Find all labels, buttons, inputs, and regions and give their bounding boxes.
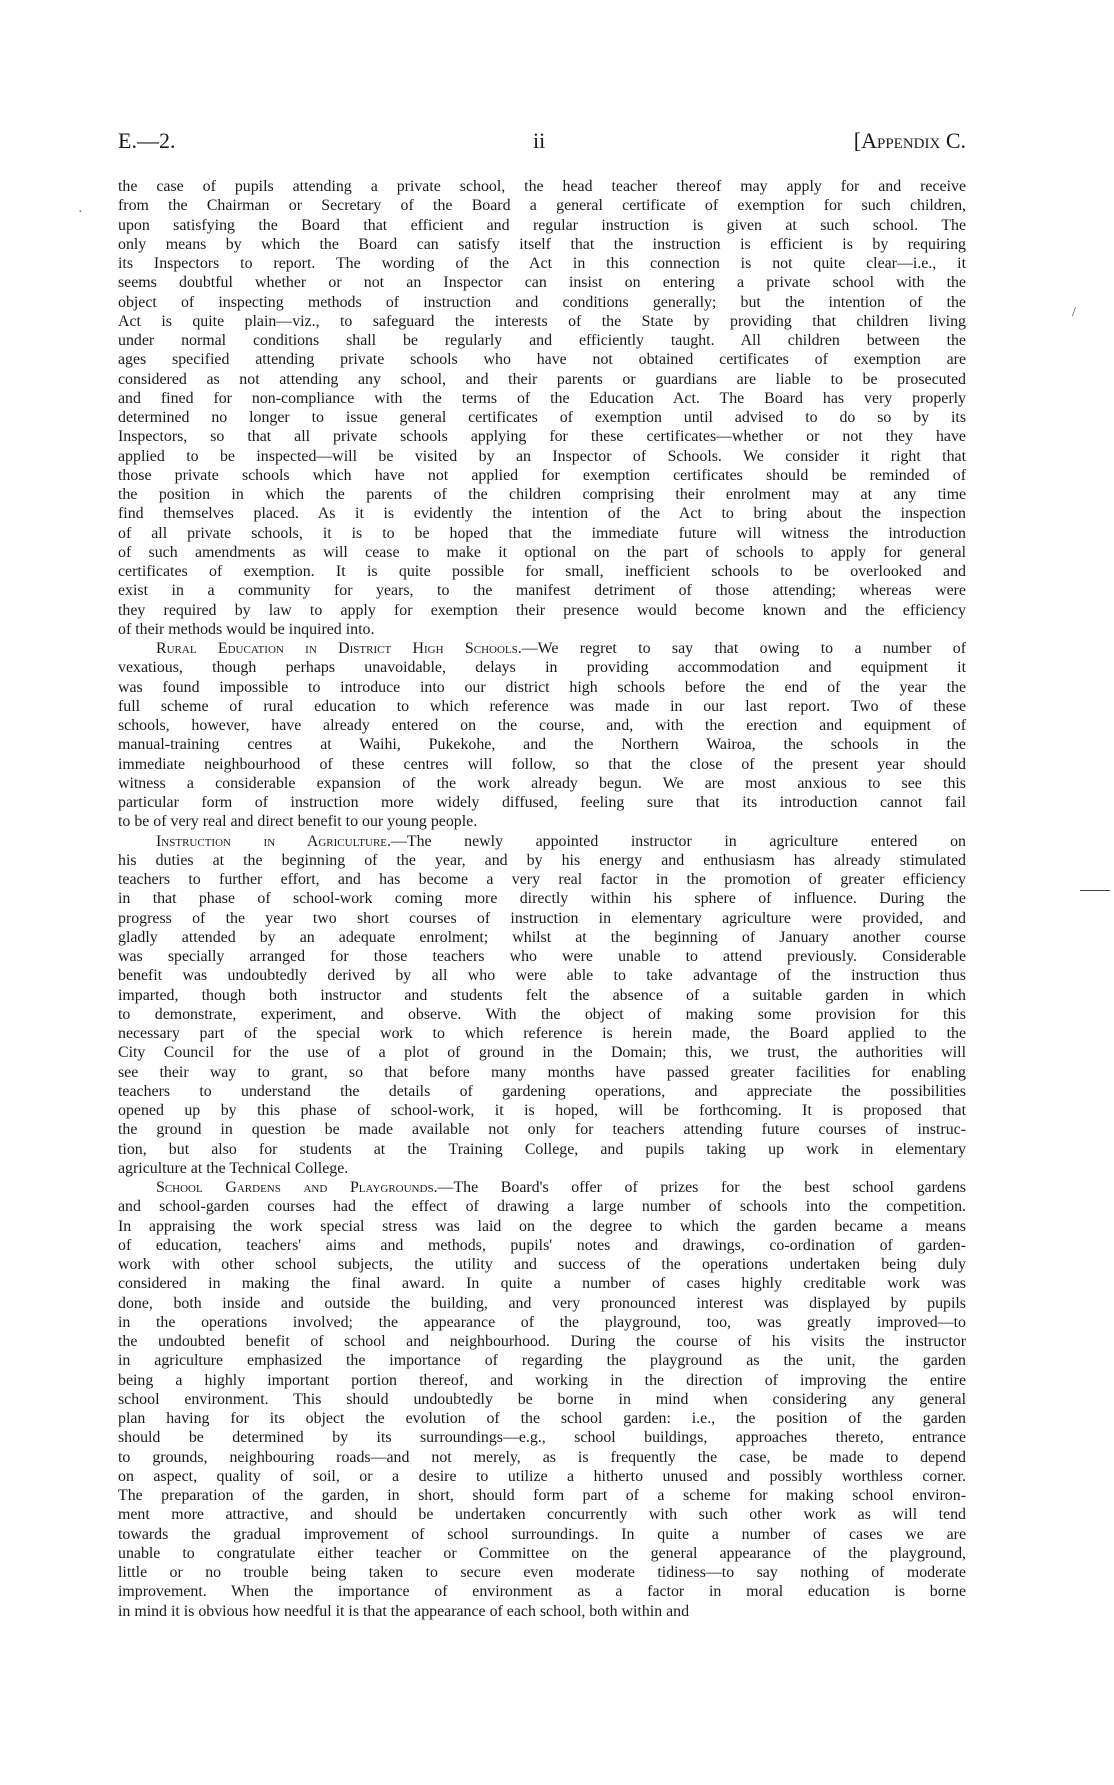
text-line: agriculture at the Technical College. bbox=[118, 1159, 349, 1177]
text-line: particular form of instruction more widely diffused, feeling sure that its introduction cannot fail bbox=[118, 794, 966, 811]
text-line: and school-garden courses had the effect of drawing a large number of schools into the competition. bbox=[118, 1198, 966, 1216]
text-line: Act is quite plain—viz., to safeguard the interests of the State by providing that children living bbox=[118, 312, 966, 330]
text-line: on aspect, quality of soil, or a desire to utilize a hitherto unused and possibly worthless corner. bbox=[118, 1467, 966, 1485]
text-line: plan having for its object the evolution of the school garden: i.e., the position of the garden bbox=[118, 1410, 966, 1427]
text-line: to demonstrate, experiment, and observe. With the object of making some provision for this bbox=[118, 1005, 966, 1023]
header-reference: E.—2. bbox=[118, 128, 176, 153]
text-line: of their methods would be inquired into. bbox=[118, 620, 375, 638]
text-line: improvement. When the importance of environment as a factor in moral education is borne bbox=[118, 1583, 966, 1601]
text-line: in that phase of school-work coming more directly within his sphere of influence. During the bbox=[118, 890, 966, 908]
text-line: his duties at the beginning of the year, and by his energy and enthusiasm has already stimulated bbox=[118, 851, 966, 869]
text-line: find themselves placed. As it is evidently the intention of the Act to bring about the inspection bbox=[118, 505, 966, 523]
text-line: Inspectors, so that all private schools applying for these certificates—whether or not they have bbox=[118, 428, 966, 446]
text-line: exist in a community for years, to the manifest detriment of those attending; whereas were bbox=[118, 582, 966, 600]
text-line: of such amendments as will cease to make it optional on the part of schools to apply for general bbox=[118, 543, 966, 561]
paragraph bbox=[118, 1178, 966, 1621]
text-line: ages specified attending private schools who have not obtained certificates of exemption are bbox=[118, 351, 966, 369]
paragraph bbox=[118, 639, 966, 832]
margin-mark bbox=[1080, 890, 1110, 891]
text-line: School Gardens and Playgrounds.—The Board's offer of prizes for the best school gardens bbox=[156, 1179, 966, 1196]
text-line: imparted, though both instructor and students felt the absence of a suitable garden in which bbox=[118, 986, 966, 1004]
text-line: applied to be inspected—will be visited by an Inspector of Schools. We consider it right that bbox=[118, 447, 966, 465]
text-line: towards the gradual improvement of school surroundings. In quite a number of cases we are bbox=[118, 1525, 966, 1543]
text-line: those private schools which have not applied for exemption certificates should be reminded of bbox=[118, 466, 966, 484]
margin-mark: · bbox=[78, 205, 83, 220]
text-line: under normal conditions shall be regularly and efficiently taught. All children between the bbox=[118, 332, 966, 349]
text-line: gladly attended by an adequate enrolment; whilst at the beginning of January another course bbox=[118, 928, 966, 946]
text-line: object of inspecting methods of instruction and conditions generally; but the intention of the bbox=[118, 293, 966, 311]
text-line: was specially arranged for those teachers who were unable to attend previously. Considerable bbox=[118, 948, 966, 965]
text-line: upon satisfying the Board that efficient and regular instruction is given at such school. The bbox=[118, 216, 966, 234]
text-line: to be of very real and direct benefit to our young people. bbox=[118, 813, 478, 831]
text-line: done, both inside and outside the building, and very pronounced interest was displayed by pupils bbox=[118, 1294, 966, 1312]
text-line: work with other school subjects, the utility and success of the operations undertaken being duly bbox=[118, 1256, 966, 1273]
document-body bbox=[118, 177, 966, 1621]
text-line: in mind it is obvious how needful it is that the appearance of each school, both within and bbox=[118, 1602, 690, 1620]
text-line: Rural Education in District High Schools.—We regret to say that owing to a number of bbox=[156, 640, 966, 657]
page-header bbox=[118, 128, 966, 158]
section-heading: Rural Education in District High Schools. bbox=[156, 640, 522, 657]
section-heading: School Gardens and Playgrounds. bbox=[156, 1179, 438, 1196]
text-line: unable to congratulate either teacher or Committee on the general appearance of the playground, bbox=[118, 1544, 966, 1562]
text-line: and fined for non-compliance with the terms of the Education Act. The Board has very properly bbox=[118, 389, 966, 407]
text-line: teachers to further effort, and has become a very real factor in the promotion of greater efficiency bbox=[118, 871, 966, 888]
text-line: immediate neighbourhood of these centres will follow, so that the close of the present year should bbox=[118, 755, 966, 773]
text-line: the undoubted benefit of school and neighbourhood. During the course of his visits the instructor bbox=[118, 1333, 966, 1350]
text-line: schools, however, have already entered on the course, and, with the erection and equipment of bbox=[118, 717, 966, 734]
text-line: The preparation of the garden, in short, should form part of a scheme for making school environ- bbox=[118, 1487, 966, 1504]
text-line: certificates of exemption. It is quite possible for small, inefficient schools to be overlooked and bbox=[118, 563, 966, 580]
text-line: considered in making the final award. In quite a number of cases highly creditable work was bbox=[118, 1275, 966, 1293]
text-line: opened up by this phase of school-work, it is hoped, will be forthcoming. It is proposed that bbox=[118, 1102, 966, 1119]
text-line: was found impossible to introduce into our district high schools before the end of the year the bbox=[118, 678, 966, 696]
text-line: seems doubtful whether or not an Inspector can insist on entering a private school with the bbox=[118, 274, 966, 292]
text-line: of all private schools, it is to be hoped that the immediate future will witness the introduction bbox=[118, 524, 966, 542]
text-line: vexatious, though perhaps unavoidable, delays in providing accommodation and equipment it bbox=[118, 659, 966, 677]
text-line: should be determined by its surroundings—e.g., school buildings, approaches thereto, entrance bbox=[118, 1429, 966, 1447]
text-line: Instruction in Agriculture.—The newly appointed instructor in agriculture entered on bbox=[156, 832, 966, 850]
text-line: tion, but also for students at the Training College, and pupils taking up work in elementary bbox=[118, 1140, 966, 1158]
text-line: little or no trouble being taken to secure even moderate tidiness—to say nothing of moderate bbox=[118, 1564, 966, 1581]
text-line: benefit was undoubtedly derived by all who were able to take advantage of the instruction thus bbox=[118, 967, 966, 985]
text-line: necessary part of the special work to which reference is herein made, the Board applied to the bbox=[118, 1025, 966, 1042]
text-line: only means by which the Board can satisfy itself that the instruction is efficient is by requiring bbox=[118, 235, 966, 253]
text-line: to grounds, neighbouring roads—and not merely, as is frequently the case, be made to depend bbox=[118, 1448, 966, 1466]
text-line: its Inspectors to report. The wording of the Act in this connection is not quite clear—i.e., it bbox=[118, 255, 966, 272]
text-line: In appraising the work special stress was laid on the degree to which the garden became a means bbox=[118, 1217, 966, 1235]
margin-mark: / bbox=[1072, 305, 1076, 320]
text-line: from the Chairman or Secretary of the Board a general certificate of exemption for such children, bbox=[118, 197, 966, 215]
text-line: see their way to grant, so that before many months have passed greater facilities for enabling bbox=[118, 1063, 966, 1081]
page-number: ii bbox=[533, 128, 546, 153]
paragraph bbox=[118, 177, 966, 639]
text-line: teachers to understand the details of gardening operations, and appreciate the possibilities bbox=[118, 1082, 966, 1100]
paragraph bbox=[118, 832, 966, 1179]
text-line: the case of pupils attending a private school, the head teacher thereof may apply for and receive bbox=[118, 178, 966, 195]
text-line: progress of the year two short courses of instruction in elementary agriculture were provided, and bbox=[118, 909, 966, 927]
text-line: considered as not attending any school, and their parents or guardians are liable to be prosecuted bbox=[118, 370, 966, 388]
text-line: witness a considerable expansion of the work already begun. We are most anxious to see this bbox=[118, 774, 966, 792]
text-line: in agriculture emphasized the importance of regarding the playground as the unit, the garden bbox=[118, 1352, 966, 1370]
text-line: being a highly important portion thereof, and working in the direction of improving the entire bbox=[118, 1371, 966, 1389]
text-line: ment more attractive, and should be undertaken concurrently with such other work as will tend bbox=[118, 1506, 966, 1524]
text-line: determined no longer to issue general certificates of exemption until advised to do so by its bbox=[118, 409, 966, 426]
text-line: full scheme of rural education to which reference was made in our last report. Two of these bbox=[118, 697, 966, 715]
header-appendix: [Appendix C. bbox=[853, 128, 966, 153]
text-line: the position in which the parents of the children comprising their enrolment may at any time bbox=[118, 486, 966, 503]
text-line: in the operations involved; the appearance of the playground, too, was greatly improved—to bbox=[118, 1313, 966, 1331]
text-line: they required by law to apply for exemption their presence would become known and the efficiency bbox=[118, 601, 966, 619]
text-line: the ground in question be made available not only for teachers attending future courses of instruc- bbox=[118, 1121, 966, 1139]
text-line: City Council for the use of a plot of ground in the Domain; this, we trust, the authorities will bbox=[118, 1044, 966, 1062]
text-line: of education, teachers' aims and methods, pupils' notes and drawings, co-ordination of garden- bbox=[118, 1236, 966, 1254]
text-line: manual-training centres at Waihi, Pukekohe, and the Northern Wairoa, the schools in the bbox=[118, 736, 966, 754]
section-heading: Instruction in Agriculture. bbox=[156, 832, 391, 850]
text-line: school environment. This should undoubtedly be borne in mind when considering any general bbox=[118, 1390, 966, 1408]
